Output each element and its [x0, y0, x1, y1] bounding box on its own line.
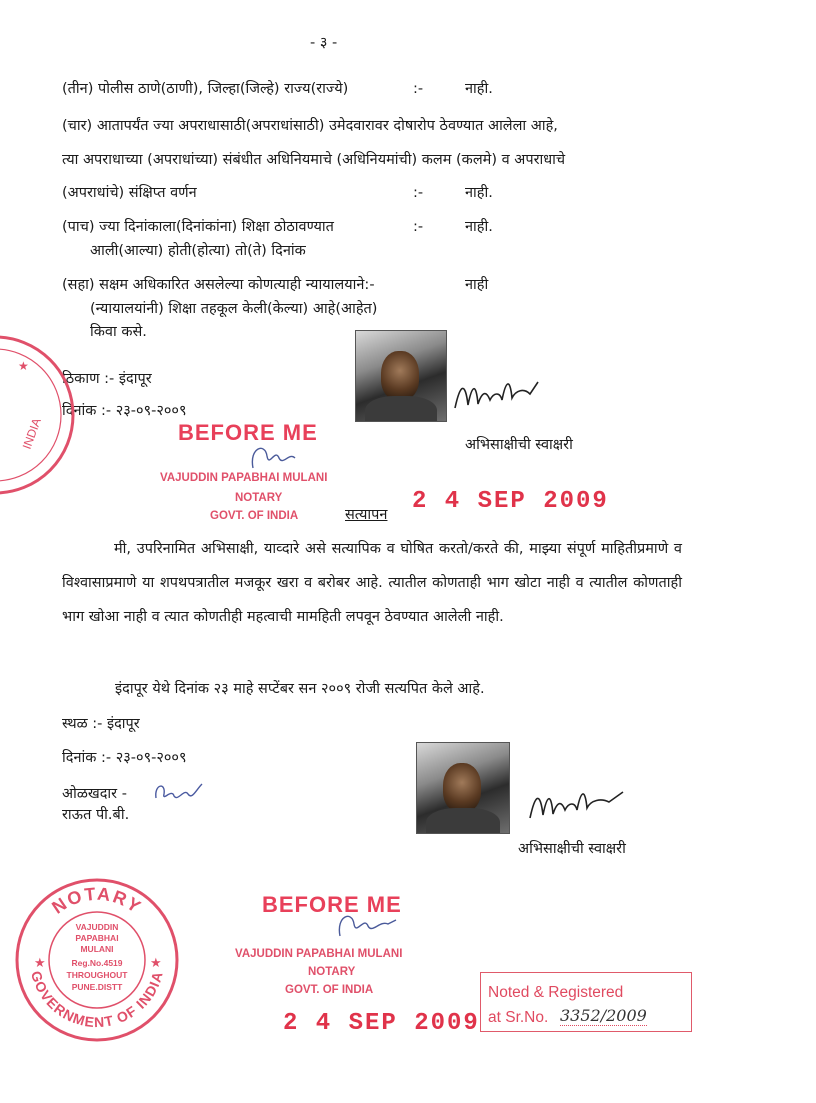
registration-line-1: Noted & Registered	[488, 984, 624, 1001]
svg-text:★: ★	[34, 956, 46, 971]
seal-center-line: MULANI	[80, 944, 114, 954]
item-teen-value: नाही.	[465, 81, 493, 97]
signature-caption-2: अभिसाक्षीची स्वाक्षरी	[518, 841, 626, 857]
item-saha-line3: किवा कसे.	[90, 324, 147, 340]
item-paach-sep: :-	[413, 219, 424, 235]
date-2: दिनांक :- २३-०९-२००९	[62, 750, 187, 766]
seal-bottom-text: GOVERNMENT OF INDIA	[28, 969, 166, 1031]
stamp-name-1: VAJUDDIN PAPABHAI MULANI	[160, 472, 328, 484]
seal-center-line: PAPABHAI	[75, 933, 119, 943]
notary-seal-partial	[0, 330, 80, 500]
item-saha-line1: (सहा) सक्षम अधिकारित असलेल्या कोणत्याही न्यायालयाने:-	[62, 277, 375, 293]
place-2: स्थळ :- इंदापूर	[62, 716, 140, 732]
seal-center-line: Reg.No.4519	[71, 958, 123, 968]
identifier-label: ओळखदार -	[62, 786, 127, 802]
date-stamp-1: 2 4 SEP 2009	[412, 488, 609, 515]
stamp-notary-1: NOTARY	[235, 492, 283, 504]
item-chaar-line1: (चार) आतापर्यंत ज्या अपराधासाठी(अपराधांसाठी) उमेदवारावर दोषारोप ठेवण्यात आलेला आहे,	[62, 118, 558, 134]
verification-date-line: इंदापूर येथे दिनांक २३ माहे सप्टेंबर सन २००९ रोजी सत्यपित केले आहे.	[115, 681, 485, 697]
date-1: दिनांक :- २३-०९-२००९	[62, 403, 187, 419]
item-chaar-value: नाही.	[465, 185, 493, 201]
item-paach-line1: (पाच) ज्या दिनांकाला(दिनांकांना) शिक्षा ठोठावण्यात	[62, 219, 334, 235]
registration-number: 3352/2009	[560, 1006, 647, 1025]
item-teen-sep: :-	[413, 81, 424, 97]
affiant-photo-2	[416, 742, 510, 834]
seal-top-text: NOTARY	[48, 883, 146, 918]
satyapan-heading: सत्यापन	[345, 507, 388, 523]
svg-text:★: ★	[150, 956, 162, 971]
item-saha-line2: (न्यायालयांनी) शिक्षा तहकूल केली(केल्या) आहे(आहेत)	[90, 301, 378, 317]
stamp-before-me-2: BEFORE ME	[262, 892, 402, 917]
identifier-name: राऊत पी.बी.	[62, 807, 130, 823]
item-paach-value: नाही.	[465, 219, 493, 235]
affiant-signature-1	[450, 370, 540, 420]
date-stamp-2: 2 4 SEP 2009	[283, 1010, 480, 1037]
stamp-before-me-1: BEFORE ME	[178, 420, 318, 445]
page-number: - ३ -	[310, 35, 338, 51]
stamp-govt-1: GOVT. OF INDIA	[210, 510, 299, 522]
item-paach-line2: आली(आल्या) होती(होत्या) तो(ते) दिनांक	[90, 243, 306, 259]
notary-signature-2	[330, 904, 400, 946]
stamp-govt-2: GOVT. OF INDIA	[285, 984, 374, 996]
item-chaar-sep: :-	[413, 185, 424, 201]
stamp-name-2: VAJUDDIN PAPABHAI MULANI	[235, 948, 403, 960]
item-chaar-line3: (अपराधांचे) संक्षिप्त वर्णन	[62, 185, 197, 201]
place-1: ठिकाण :- इंदापूर	[62, 371, 152, 387]
seal-center-line: PUNE.DISTT	[71, 982, 123, 992]
notary-seal	[12, 875, 182, 1045]
item-teen-label: (तीन) पोलीस ठाणे(ठाणी), जिल्हा(जिल्हे) राज्य(राज्ये)	[62, 81, 349, 97]
svg-text:INDIA: INDIA	[19, 416, 44, 452]
item-chaar-line2: त्या अपराधाच्या (अपराधांच्या) संबंधीत अधिनियमाचे (अधिनियमांची) कलम (कलमे) व अपराधाचे	[62, 152, 566, 168]
affiant-signature-2	[525, 780, 625, 830]
identifier-signature	[150, 776, 205, 808]
svg-text:★: ★	[18, 359, 29, 373]
affiant-photo-1	[355, 330, 447, 422]
verification-paragraph: मी, उपरिनामित अभिसाक्षी, याव्दारे असे सत्यापिक व घोषित करतो/करते की, माझ्या संपूर्ण माहितीप्रमाणे व विश्वासाप्रमाणे या शपथपत्रातील मजकूर खरा व बरोबर आहे. त्यातील कोणताही भाग खोटा नाही व त्यातील कोणताही भाग खोआ नाही व त्यात कोणतीही महत्वाची मामहिती लपवून ठेवण्यात आलेली नाही.	[62, 541, 682, 625]
item-saha-value: नाही	[465, 277, 489, 293]
seal-center-line: THROUGHOUT	[66, 970, 128, 980]
seal-center-line: VAJUDDIN	[75, 922, 119, 932]
signature-caption-1: अभिसाक्षीची स्वाक्षरी	[465, 437, 573, 453]
stamp-notary-2: NOTARY	[308, 966, 356, 978]
registration-prefix: at Sr.No.	[488, 1009, 549, 1026]
